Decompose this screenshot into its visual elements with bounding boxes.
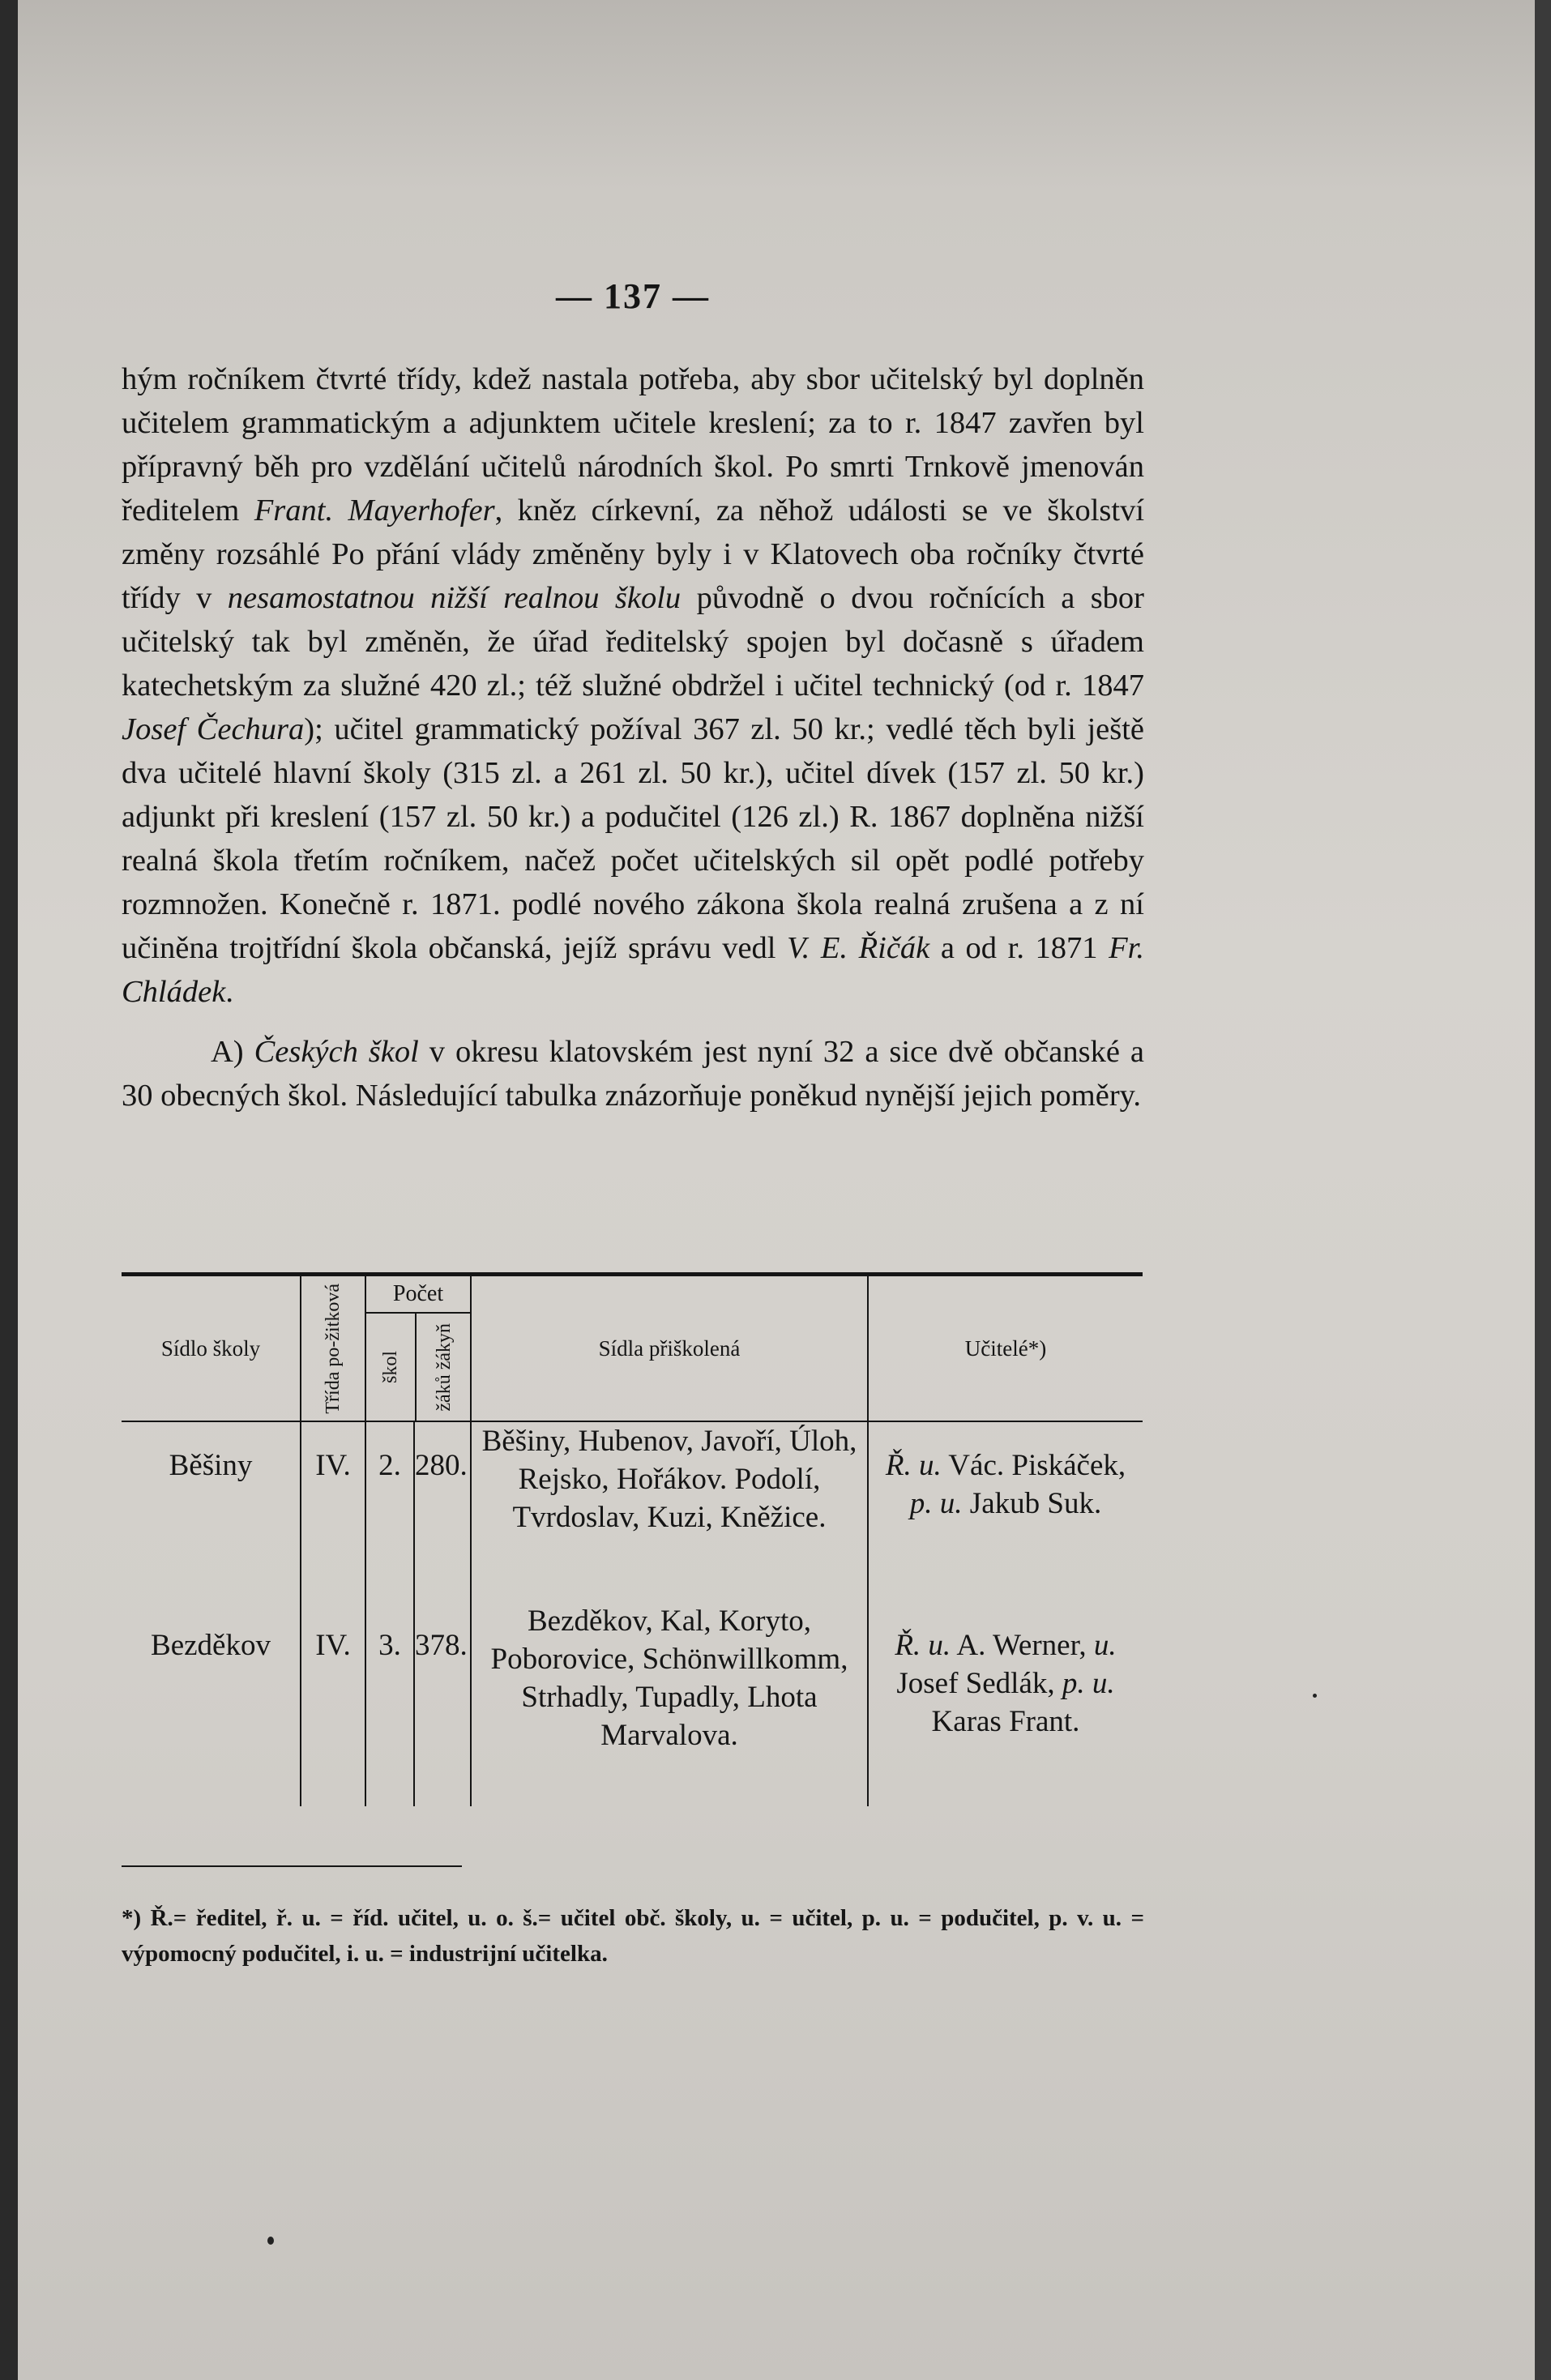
header-trida [300, 1276, 365, 1421]
table-cell: IV. [315, 1629, 351, 1662]
scan-speck [267, 2237, 274, 2245]
italic-term: Českých škol [254, 1035, 419, 1069]
text-run: hým ročníkem čtvrté třídy, kdež nastala potřeba, aby sbor učitelský byl doplněn učitelem grammatickým a adjunktem učitele kreslení; za to r. 1847 zavřen byl přípravný běh pro vzdělání učitelů národních škol. Po smrti Trnkově jmenován ředitelem [122, 362, 1144, 528]
table-cell [875, 1446, 1136, 1626]
table-body [122, 1422, 1143, 1806]
text-run: , kněz církevní, za něhož události se ve školství změny rozsáhlé Po přání vlády změněny byly i v Klatovech oba ročníky čtvrté třídy v [122, 494, 1145, 615]
abbrev: Ř. u. [885, 1449, 942, 1482]
italic-name: Josef Čechura [122, 712, 305, 746]
column-trida [300, 1422, 365, 1806]
header-skol-label: škol [380, 1350, 401, 1383]
table-cell: Bezděkov, Kal, Koryto, Poborovice, Schönwillkomm, Strhadly, Tupadly, Lhota Marvalova. [490, 1604, 848, 1752]
column-ucitele [867, 1422, 1143, 1806]
abbrev: u. [1093, 1629, 1117, 1662]
header-trida-label: Třída po-žitková [323, 1283, 344, 1414]
italic-name: Fr. Chládek [122, 931, 1144, 1009]
text-run: Josef Sedlák, [896, 1667, 1062, 1700]
column-sidlo [122, 1422, 300, 1806]
header-pocet-sub [366, 1314, 470, 1421]
table-cell: 378. [415, 1629, 468, 1662]
scan-speck [1313, 1694, 1317, 1698]
text-run: v okresu klatovském jest nyní 32 a sice dvě občanské a 30 obecných škol. Následující tabulka znázorňuje poněkud nynější jejich poměry. [122, 1035, 1145, 1113]
text-run: Jakub Suk. [962, 1487, 1102, 1520]
table-cell: IV. [315, 1449, 351, 1482]
header-pocet: Počet [366, 1276, 470, 1314]
footnote-rule [122, 1865, 462, 1867]
text-run: ); učitel grammatický požíval 367 zl. 50 kr.; vedlé těch byli ještě dva učitelé hlavní školy (315 zl. a 261 zl. 50 kr.), učitel dívek (157 zl. 50 kr.) adjunkt při kreslení (157 zl. 50 kr.) a podučitel (126 zl.) R. 1867 doplněna nižší realná škola třetím ročníkem, načež počet učitelských sil opět podlé potřeby rozmnožen. Konečně r. 1871. podlé nového zákona škola realná zrušena a z ní učiněna trojtřídní škola občanská, jejíž správu vedl [122, 712, 1144, 965]
table-cell: Bezděkov [151, 1629, 271, 1662]
header-prisk: Sídla přiškolená [470, 1276, 867, 1421]
header-sidlo: Sídlo školy [160, 1335, 261, 1361]
header-ucitele: Učitelé*) [867, 1276, 1143, 1421]
school-table [122, 1272, 1143, 1806]
scan-edge-right [1535, 0, 1551, 2380]
text-run: původně o dvou ročnících a sbor učitelský tak byl změněn, že úřad ředitelský spojen byl dočasně s úřadem katechetským za služné 420 zl.; též služné obdržel i učitel technický (od r. 1847 [122, 581, 1144, 703]
text-run: A. Werner, [951, 1629, 1094, 1662]
header-zaku [415, 1314, 472, 1421]
scan-edge-left [0, 0, 18, 2380]
table-cell: Běšiny, Hubenov, Javoří, Úloh, Rejsko, Hořákov. Podolí, Tvrdoslav, Kuzi, Kněžice. [481, 1425, 857, 1534]
italic-name: V. E. Řičák [787, 931, 930, 965]
table-cell: 3. [378, 1629, 401, 1662]
footnote: *) Ř.= ředitel, ř. u. = říd. učitel, u. o. š.= učitel obč. školy, u. = učitel, p. u. = podučitel, p. v. u. = výpomocný podučitel, i. u. = industrijní učitelka. [122, 1905, 1144, 1967]
table-cell: Běšiny [169, 1449, 253, 1482]
paragraph-history [122, 357, 1144, 1014]
text-run: Karas Frant. [931, 1705, 1080, 1738]
header-zaku-label: žáků žákyň [434, 1322, 455, 1412]
table-cell: 2. [378, 1449, 401, 1482]
text-run: Vác. Piskáček, [941, 1449, 1126, 1482]
text-run: . [225, 975, 233, 1009]
abbrev: Ř. u. [895, 1629, 951, 1662]
column-prisk [470, 1422, 867, 1806]
page-text [122, 276, 1144, 1117]
paragraph-schools [122, 1030, 1144, 1117]
column-skol [365, 1422, 413, 1806]
italic-name: Frant. Mayerhofer [254, 494, 495, 528]
column-zaku [413, 1422, 470, 1806]
table-cell: 280. [415, 1449, 468, 1482]
table-header [122, 1276, 1143, 1422]
page-number: — 137 — [556, 276, 710, 316]
abbrev: p. u. [1062, 1667, 1115, 1700]
text-run: a od r. 1871 [929, 931, 1109, 965]
table-cell [875, 1626, 1136, 1806]
text-run: A) [211, 1035, 254, 1069]
italic-term: nesamostatnou nižší realnou školu [227, 581, 682, 615]
header-pocet-group [365, 1276, 470, 1421]
abbrev: p. u. [909, 1487, 963, 1520]
header-skol [366, 1314, 415, 1421]
